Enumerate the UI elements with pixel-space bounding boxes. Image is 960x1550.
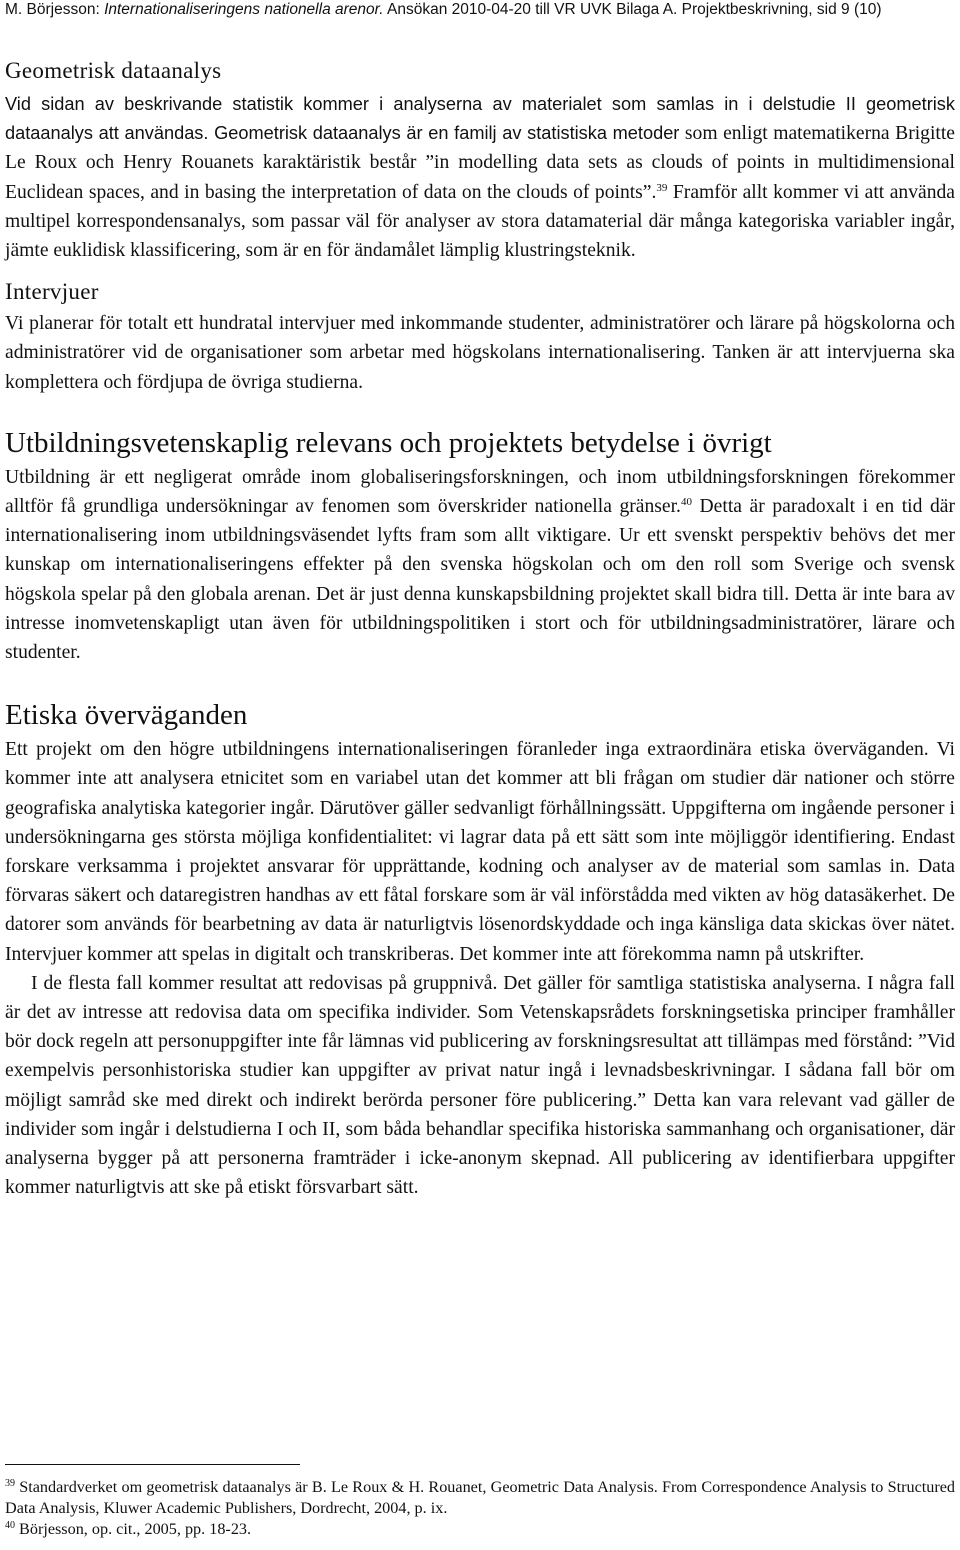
footnote-reference[interactable]: 40 bbox=[680, 496, 692, 509]
section-utbildningsvetenskaplig-relevans bbox=[5, 425, 955, 667]
section-paragraph: Vi planerar för totalt ett hundratal intervjuer med inkommande studenter, administratörer och lärare på högskolorna och administratörer vid de organisationer som arbetar med högskolans internationalisering. Tanken är att intervjuerna ska komplettera och fördjupa de övriga studierna. bbox=[5, 313, 955, 393]
paragraph-text: Framför allt kommer vi att använda multipel korrespondensanalys, som passar väl för analyser av stora datamaterial där många kategoriska variabler ingår, jämte euklidisk klassificering, som är en för ändamålet lämplig klustringsteknik. bbox=[5, 181, 955, 262]
section-paragraph bbox=[5, 463, 955, 667]
main-content bbox=[5, 56, 955, 1203]
footnote bbox=[5, 1477, 955, 1519]
footnote-reference[interactable]: 39 bbox=[656, 181, 668, 194]
section-heading: Etiska överväganden bbox=[5, 699, 248, 732]
header-title: Internationaliseringens nationella arenor. bbox=[104, 1, 384, 18]
header-details: Ansökan 2010-04-20 till VR UVK Bilaga A. Projektbeskrivning, sid 9 (10) bbox=[383, 1, 882, 18]
footnote-number: 39 bbox=[5, 1478, 15, 1489]
section-paragraph: I de flesta fall kommer resultat att redovisas på gruppnivå. Det gäller för samtliga statistiska analyserna. I några fall är det av intresse att redovisa data om specifika individer. Som Vetenskapsrådets forskningsetiska principer framhåller bör dock regeln att personuppgifter inte får lämnas vid publicering av forskningsresultat att tillämpas med förstånd: ”Vid exempelvis personhistoriska studier kan uppgifter av privat natur ingå i levnadsbeskrivningar. I sådana fall bör om möjligt samråd ske med direkt och indirekt berörda personer före publicering.” Detta kan vara relevant vad gäller de individer som ingår i delstudierna I och II, som båda behandlar specifika historiska sammanhang och organisationer, där analyserna bygger på att personerna framträder i icke-anonym skepnad. All publicering av identifierbara uppgifter kommer naturligtvis att ske på etiskt försvarbart sätt. bbox=[5, 972, 955, 1199]
footnote-divider bbox=[5, 1464, 300, 1465]
section-paragraph: Ett projekt om den högre utbildningens internationaliseringen föranleder inga extraordinära etiska överväganden. Vi kommer inte att analysera etnicitet som en variabel utan det kommer att bli frågan om studier där nationer och större geografiska analytiska kategorier ingår. Därutöver gäller sedvanligt förhållningssätt. Uppgifterna om ingående personer i undersökningarna ges största möjliga konfidentialitet: vi lagrar data på ett sätt som inte möjliggör identifiering. Endast forskare verksamma i projektet ansvarar för upprättande, kodning och analyser av de material som samlas in. Data förvaras säkert och dataregistren handhas av ett fåtal forskare som är väl införstådda med vikten av hög datasäkerhet. De datorer som används för bearbetning av data är naturligtvis lösenordskyddade och inga känsliga data skickas över nätet. Intervjuer kommer att spelas in digitalt och transkriberas. Det kommer inte att förekomma namn på utskrifter. bbox=[5, 739, 955, 965]
section-geometrisk-dataanalys bbox=[5, 56, 955, 265]
section-paragraph bbox=[5, 90, 955, 265]
footnote-text: Börjesson, op. cit., 2005, pp. 18-23. bbox=[19, 1520, 252, 1538]
footnote bbox=[5, 1519, 955, 1540]
running-header bbox=[5, 1, 955, 19]
section-heading: Utbildningsvetenskaplig relevans och projektets betydelse i övrigt bbox=[5, 426, 772, 459]
footnote-number: 40 bbox=[5, 1520, 15, 1531]
footnotes bbox=[5, 1464, 955, 1540]
header-author: M. Börjesson: bbox=[5, 1, 105, 18]
section-etiska-overvaganden bbox=[5, 697, 955, 1202]
paragraph-text: som enligt matematikerna Brigitte Le Roux och Henry Rouanets karaktäristik består ”in modelling data sets as clouds of points in multidimensional Euclidean spaces, and in basing the interpretation of data on the clouds of points”. bbox=[5, 123, 955, 203]
paragraph-text: Utbildning är ett negligerat område inom globaliseringsforskningen, och inom utbildningsforskningen förekommer alltför få grundliga undersökningar av fenomen som överskrider nationella gränser. bbox=[5, 466, 955, 518]
paragraph-text-sans: Vid sidan av beskrivande statistik kommer i analyserna av materialet som samlas in i delstudie II geometrisk dataanalys att användas. Geometrisk dataanalys är en familj av statistiska metoder bbox=[5, 94, 955, 144]
section-intervjuer bbox=[5, 277, 955, 397]
section-heading: Intervjuer bbox=[5, 279, 99, 305]
footnote-text: Standardverket om geometrisk dataanalys är B. Le Roux & H. Rouanet, Geometric Data Analysis. From Correspondence Analysis to Structured Data Analysis, Kluwer Academic Publishers, Dordrecht, 2004, p. ix. bbox=[5, 1478, 956, 1517]
paragraph-text: Detta är paradoxalt i en tid där internationalisering inom utbildningsväsendet lyfts fram som allt viktigare. Ur ett svenskt perspektiv behövs det mer kunskap om internationaliseringens effekter på den svenska högskolan och om den roll som Sverige och svensk högskola spelar på den globala arenan. Det är just denna kunskapsbildning projektet skall bidra till. Detta är inte bara av intresse inomvetenskapligt utan även för utbildningspolitiken i stort och för utbildningsadministratörer, lärare och studenter. bbox=[5, 496, 955, 664]
section-heading: Geometrisk dataanalys bbox=[5, 58, 222, 83]
